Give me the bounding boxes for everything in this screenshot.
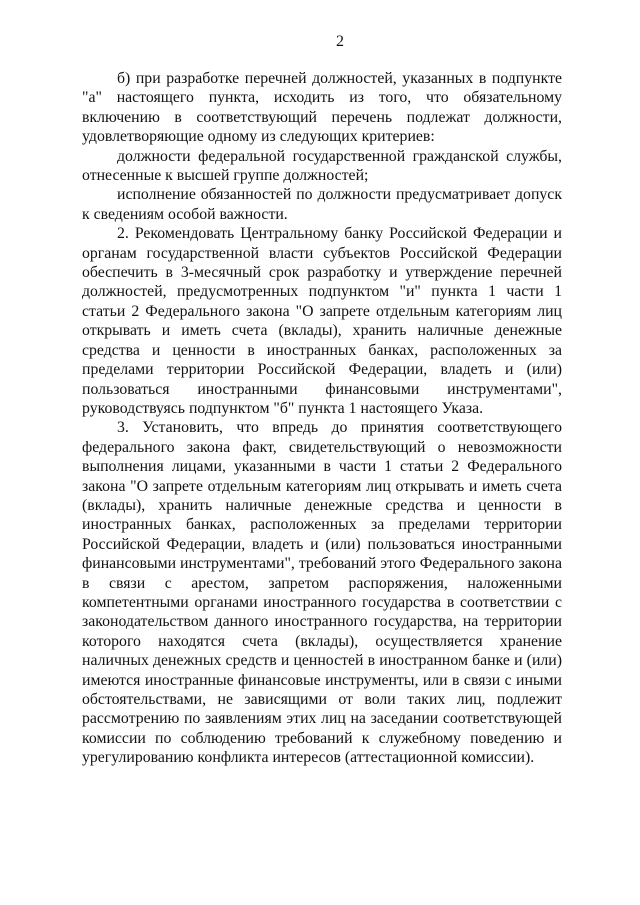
paragraph-2: 2. Рекомендовать Центральному банку Российской Федерации и органам государственной власти субъектов Российской Федерации обеспечить в 3-месячный срок разработку и утверждение перечней должностей, предусмотренных подпунктом "и" пункта 1 части 1 статьи 2 Федерального закона "О запрете отдельным категориям лиц открывать и иметь счета (вклады), хранить наличные денежные средства и ценности в иностранных банках, расположенных за пределами территории Российской Федерации, владеть и (или) пользоваться иностранными финансовыми инструментами", руководствуясь подпунктом "б" пункта 1 настоящего Указа. — [82, 225, 562, 417]
document-body — [82, 69, 562, 768]
paragraph-criterion-2: исполнение обязанностей по должности предусматривает допуск к сведениям особой важности. — [82, 186, 562, 223]
paragraph-criterion-1: должности федеральной государственной гражданской службы, отнесенные к высшей группе должностей; — [82, 147, 562, 185]
paragraph-1b: б) при разработке перечней должностей, указанных в подпункте "а" настоящего пункта, исходить из того, что обязательному включению в соответствующий перечень подлежат должности, удовлетворяющие одному из следующих критериев: — [82, 70, 562, 146]
paragraph-3: 3. Установить, что впредь до принятия соответствующего федерального закона факт, свидетельствующий о невозможности выполнения лицами, указанными в части 1 статьи 2 Федерального закона "О запрете отдельным категориям лиц открывать и иметь счета (вклады), хранить наличные денежные средства и ценности в иностранных банках, расположенных за пределами территории Российской Федерации, владеть и (или) пользоваться иностранными финансовыми инструментами", требований этого Федерального закона в связи с арестом, запретом распоряжения, наложенными компетентными органами иностранного государства в соответствии с законодательством данного иностранного государства, на территории которого находятся счета (вклады), осуществляется хранение наличных денежных средств и ценностей в иностранном банке и (или) имеются иностранные финансовые инструменты, или в связи с иными обстоятельствами, не зависящими от воли таких лиц, подлежит рассмотрению по заявлениям этих лиц на заседании соответствующей комиссии по соблюдению требований к служебному поведению и урегулированию конфликта интересов (аттестационной комиссии). — [82, 419, 562, 767]
page-number: 2 — [336, 33, 344, 50]
